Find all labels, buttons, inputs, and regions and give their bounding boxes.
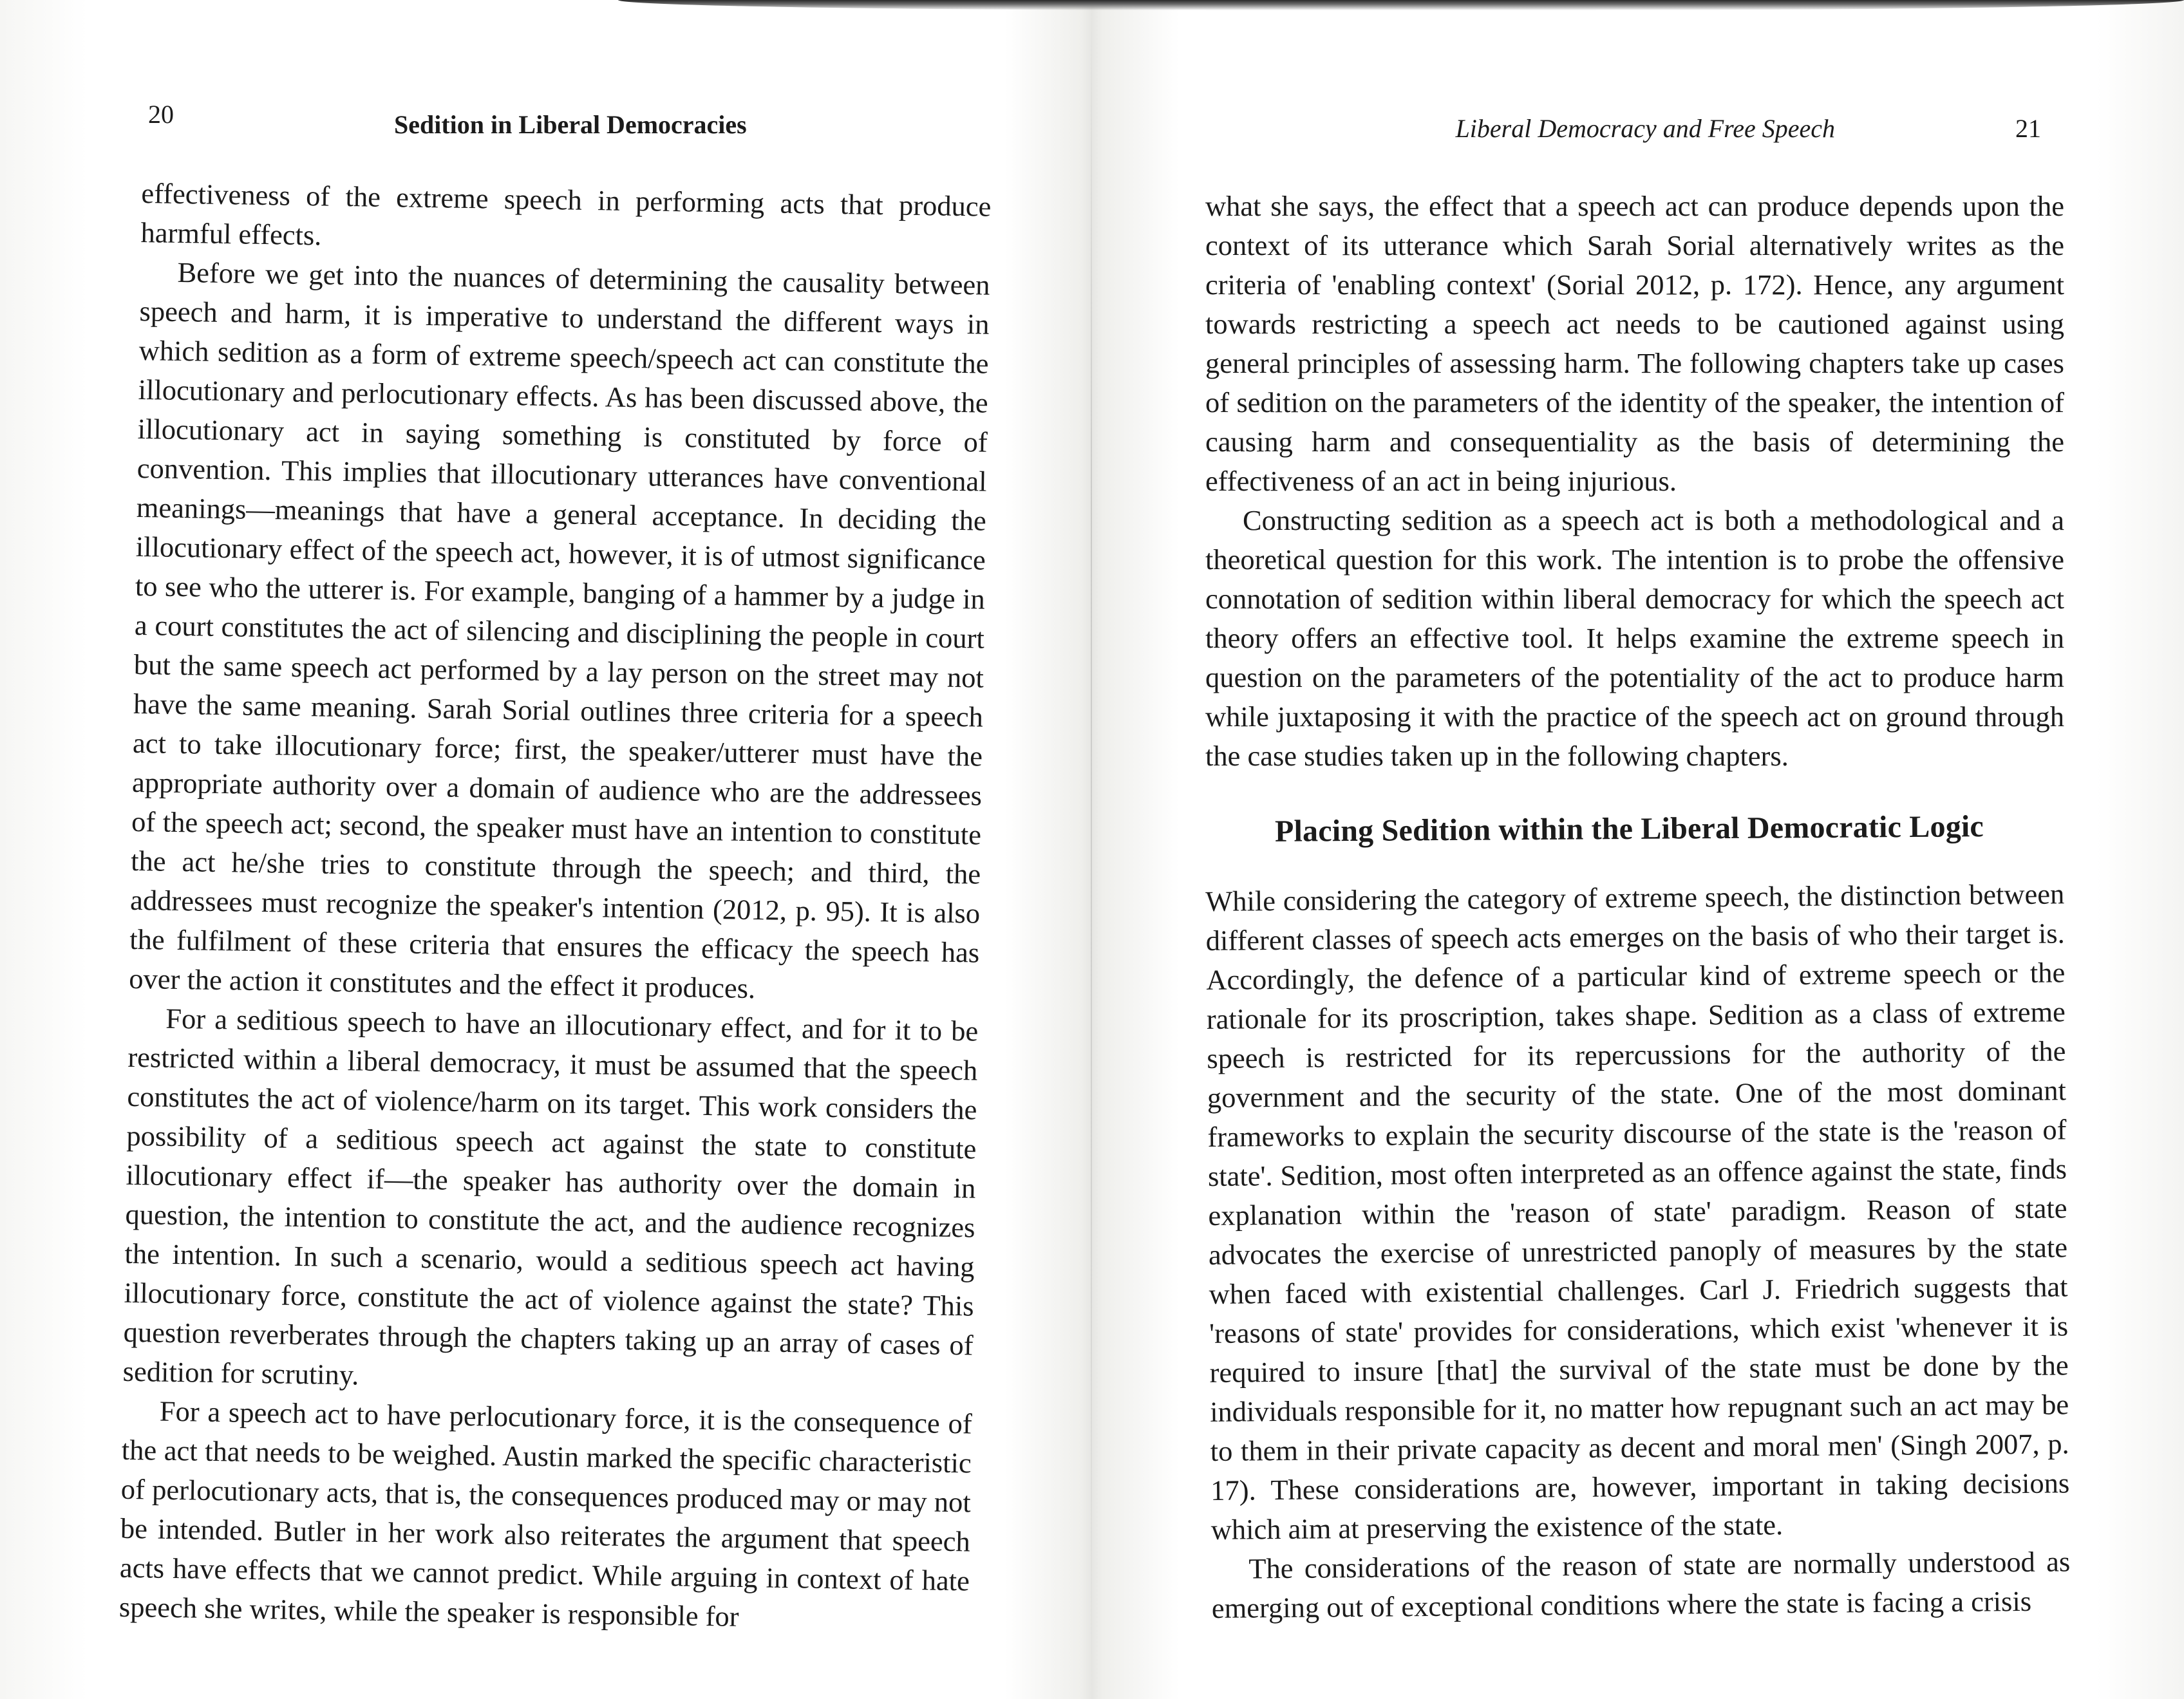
right-page bbox=[1198, 0, 2073, 1699]
right-page-number: 21 bbox=[2015, 114, 2041, 143]
left-page bbox=[118, 0, 1004, 1699]
right-paragraph-4: The considerations of the reason of state are normally understood as emerging out of exceptional conditions where the state is facing a crisis bbox=[1211, 1545, 2071, 1624]
left-running-head bbox=[129, 95, 1004, 139]
right-body-text-upper bbox=[1205, 187, 2064, 776]
left-paragraph-4: For a speech act to have perlocutionary force, it is the consequence of the act that needs to be weighed. Austin marked the specific characteristic of perlocutionary acts, that is, the consequences produced may or may not be intended. Butler in her work also reiterates the argument that speech acts have effects that we cannot predict. While arguing in context of hate speech she writes, while the speaker is responsible for bbox=[118, 1394, 973, 1633]
right-running-head bbox=[1198, 95, 2073, 143]
left-paragraph-1: effectiveness of the extreme speech in performing acts that produce harmful effects. bbox=[140, 176, 992, 252]
right-body-text-lower bbox=[1205, 874, 2071, 1628]
book-gutter bbox=[1091, 0, 1092, 1699]
left-running-title: Sedition in Liberal Democracies bbox=[394, 110, 747, 139]
left-body-text bbox=[119, 174, 992, 1640]
right-paragraph-1: what she says, the effect that a speech act can produce depends upon the context of its utterance which Sarah Sorial alternatively writes as the criteria of 'enabling context' (Sorial 2012, p. 172). Hence, any argument towards restricting a speech act needs to be cautioned against using general principles of assessing harm. The following chapters take up cases of sedition on the parameters of the identity of the speaker, the intention of causing harm and consequentiality as the basis of determining the effectiveness of an act in being injurious. bbox=[1205, 190, 2064, 497]
section-heading: Placing Sedition within the Liberal Democratic Logic bbox=[1274, 809, 1984, 849]
right-paragraph-2: Constructing sedition as a speech act is both a methodological and a theoretical question for this work. The intention is to probe the offensive connotation of sedition within liberal democracy for which the speech act theory offers an effective tool. It helps examine the extreme speech in question on the parameters of the potentiality of the act to produce harm while juxtaposing it with the practice of the speech act on ground through the case studies taken up in the following chapters. bbox=[1205, 504, 2064, 772]
left-paragraph-3: For a seditious speech to have an illocutionary effect, and for it to be restricted within a liberal democracy, it must be assumed that the speech constitutes the act of violence/harm on its target. This work considers the possibility of a seditious speech act against the state to constitute illocutionary effect if—the speaker has authority over the domain in question, the intention to constitute the act, and the audience recognizes the intention. In such a scenario, would a seditious speech act having illocutionary force, constitute the act of violence against the state? This question reverberates through the chapters taking up an array of cases of sedition for scrutiny. bbox=[122, 1002, 979, 1391]
right-running-title: Liberal Democracy and Free Speech bbox=[1455, 114, 1835, 143]
left-paragraph-2: Before we get into the nuances of determining the causality between speech and harm, it is imperative to understand the different ways in which sedition as a form of extreme speech/speech act can constitute the illocutionary and perlocutionary effects. As has been discussed above, the illocutionary act in saying something is constituted by force of convention. This implies that illocutionary utterances have conventional meanings—meanings that have a general acceptance. In deciding the illocutionary effect of the speech act, however, it is of utmost significance to see who the utterer is. For example, banging of a hammer by a judge in a court constitutes the act of silencing and disciplining the people in court but the same speech act performed by a lay person on the street may not have the same meaning. Sarah Sorial outlines three criteria for a speech act to take illocutionary force; first, the speaker/utterer must have the appropriate authority over a domain of audience who are the addressees of the speech act; second, the speaker must have an intention to constitute the act he/she tries to constitute through the speech; and third, the addressees must recognize the speaker's intention (2012, p. 95). It is also the fulfilment of these criteria that ensures the efficacy the speech has over the action it constitutes and the effect it produces. bbox=[128, 256, 990, 1005]
left-page-number: 20 bbox=[148, 100, 174, 129]
right-paragraph-3: While considering the category of extreme speech, the distinction between different classes of speech acts emerges on the basis of who their target is. Accordingly, the defence of a particular kind of extreme speech or the rationale for its proscription, takes shape. Sedition as a class of extreme speech is restricted for its repercussions for the authority of the government and the security of the state. One of the most dominant frameworks to explain the security discourse of the state is the 'reason of state'. Sedition, most often interpreted as an offence against the state, finds explanation within the 'reason of state' paradigm. Reason of state advocates the exercise of unrestricted panoply of measures by the state when faced with existential challenges. Carl J. Friedrich suggests that 'reasons of state' provides for considerations, which exist 'whenever it is required to insure [that] the survival of the state must be done by the individuals responsible for it, no matter how repugnant such an act may be to them in their private capacity as decent and moral men' (Singh 2007, p. 17). These considerations are, however, important in taking decisions which aim at preserving the existence of the state. bbox=[1205, 878, 2070, 1546]
